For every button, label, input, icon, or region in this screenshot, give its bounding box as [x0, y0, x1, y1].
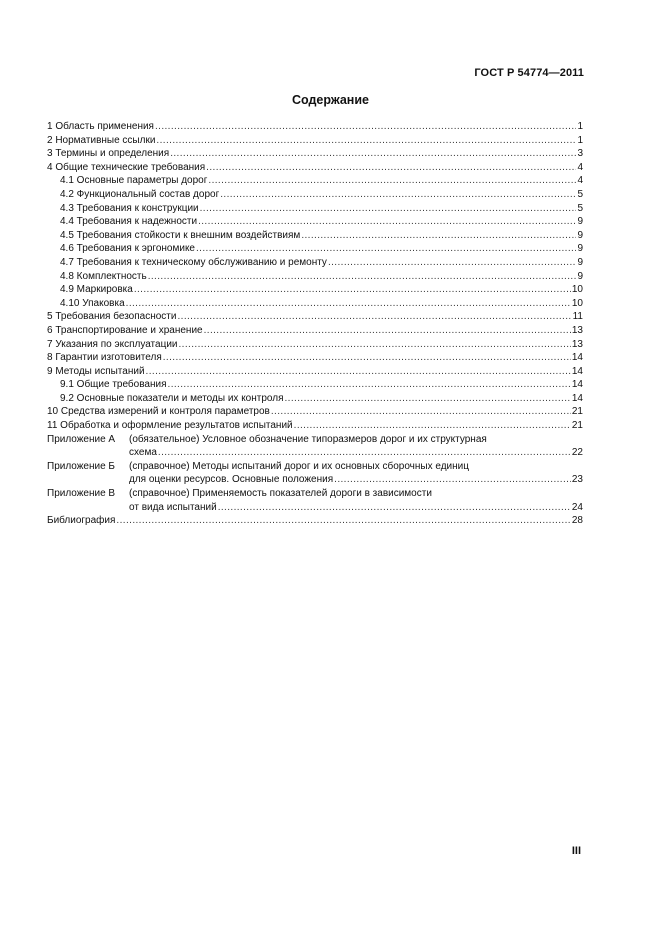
- toc-entry-label: 4.7 Требования к техническому обслуживанию и ремонту: [60, 256, 327, 268]
- leader-dots: [198, 215, 576, 229]
- toc-entry-label: 5 Требования безопасности: [47, 311, 177, 323]
- toc-entry-label: 1 Область применения: [47, 121, 154, 132]
- leader-dots: [220, 188, 576, 202]
- toc-entry-label: 11 Обработка и оформление результатов испытаний: [47, 420, 293, 432]
- toc-entry[interactable]: [47, 270, 583, 284]
- toc-entry[interactable]: [47, 405, 583, 419]
- toc-entry[interactable]: [47, 378, 583, 392]
- toc-entry-page: 10: [571, 284, 583, 296]
- leader-dots: [148, 270, 577, 284]
- leader-dots: [200, 202, 577, 216]
- appendix-line-2: [129, 446, 583, 460]
- toc-entry-page: 9: [577, 243, 583, 255]
- toc-entry-page: 9: [577, 270, 583, 282]
- appendix-line-2-text: схема: [129, 447, 157, 459]
- toc-entry-label: 4.9 Маркировка: [60, 284, 133, 296]
- toc-entry-label: 4.1 Основные параметры дорог: [60, 175, 208, 187]
- toc-entry[interactable]: [47, 188, 583, 202]
- toc-entry-page: 21: [571, 420, 583, 432]
- toc-entry[interactable]: [47, 120, 583, 134]
- appendix-line-1: (обязательное) Условное обозначение типоразмеров дорог и их структурная: [129, 433, 487, 445]
- leader-dots: [334, 473, 571, 487]
- toc-entry-label: 7 Указания по эксплуатации: [47, 338, 178, 350]
- leader-dots: [208, 174, 576, 188]
- bibliography-label: Библиография: [47, 515, 116, 527]
- toc-entry-page: 5: [577, 188, 583, 200]
- appendix-line-2-text: от вида испытаний: [129, 501, 217, 513]
- leader-dots: [177, 310, 571, 324]
- leader-dots: [170, 147, 576, 161]
- appendix-line-2: [129, 501, 583, 515]
- toc-entry-page: 14: [571, 352, 583, 364]
- toc-entry-page: 10: [571, 297, 583, 309]
- toc-entry-label: 6 Транспортирование и хранение: [47, 324, 203, 336]
- leader-dots: [163, 351, 571, 365]
- appendix-line-2-text: для оценки ресурсов. Основные положения: [129, 474, 334, 486]
- toc-entry-label: 4.8 Комплектность: [60, 270, 147, 282]
- toc-entry[interactable]: [47, 351, 583, 365]
- toc-entry[interactable]: [47, 297, 583, 311]
- leader-dots: [156, 134, 576, 148]
- leader-dots: [301, 229, 576, 243]
- appendix-description: [129, 433, 583, 460]
- toc-entry-page: 1: [577, 121, 583, 132]
- toc-entry-page: 11: [572, 311, 583, 323]
- toc-entry-label: 4.5 Требования стойкости к внешним воздействиям: [60, 229, 301, 241]
- toc-entry[interactable]: [47, 202, 583, 216]
- appendix-description: [129, 487, 583, 514]
- leader-dots: [126, 297, 571, 311]
- leader-dots: [146, 365, 571, 379]
- toc-entry[interactable]: [47, 134, 583, 148]
- toc-entry[interactable]: [47, 147, 583, 161]
- leader-dots: [271, 405, 571, 419]
- appendix-name: Приложение Б: [47, 460, 115, 472]
- toc-entry-page: 14: [571, 392, 583, 404]
- toc-title: Содержание: [291, 93, 369, 107]
- leader-dots: [196, 242, 576, 256]
- toc-entry-page: 3: [577, 148, 583, 160]
- toc-entry-page: 4: [577, 175, 583, 187]
- appendix-line-1: (справочное) Методы испытаний дорог и их основных сборочных единиц: [129, 460, 469, 472]
- toc-entry[interactable]: [47, 419, 583, 433]
- toc-entry[interactable]: [47, 256, 583, 270]
- toc-entry-page: 9: [577, 256, 583, 268]
- toc-entry-label: 9.2 Основные показатели и методы их контроля: [60, 392, 284, 404]
- toc-entry[interactable]: [47, 161, 583, 175]
- appendix-page: 22: [571, 447, 583, 459]
- toc-entry-label: 4.3 Требования к конструкции: [60, 202, 199, 214]
- toc-entry-label: 9 Методы испытаний: [47, 365, 145, 377]
- toc-entry-page: 4: [577, 161, 583, 173]
- toc-entry[interactable]: [47, 283, 583, 297]
- toc-entry[interactable]: [47, 324, 583, 338]
- toc-entry[interactable]: [47, 310, 583, 324]
- toc-bibliography-entry[interactable]: [47, 514, 583, 528]
- toc-entry-label: 4.2 Функциональный состав дорог: [60, 188, 220, 200]
- toc-entry[interactable]: [47, 229, 583, 243]
- toc-appendix-entry[interactable]: [47, 460, 583, 487]
- appendix-name: Приложение А: [47, 433, 116, 445]
- leader-dots: [204, 324, 571, 338]
- leader-dots: [179, 338, 571, 352]
- appendix-line-1: (справочное) Применяемость показателей дороги в зависимости: [129, 488, 432, 500]
- toc-entry-page: 5: [577, 202, 583, 214]
- toc-entry-label: 9.1 Общие требования: [60, 379, 167, 391]
- leader-dots: [134, 283, 571, 297]
- toc-entry[interactable]: [47, 215, 583, 229]
- appendix-description: [129, 460, 583, 487]
- toc-entry-page: 9: [577, 216, 583, 228]
- toc-entry-label: 4.4 Требования к надежности: [60, 216, 198, 228]
- leader-dots: [206, 161, 576, 175]
- leader-dots: [168, 378, 571, 392]
- toc-entry-label: 10 Средства измерений и контроля параметров: [47, 406, 270, 418]
- bibliography-page: 28: [571, 515, 583, 527]
- toc-entry[interactable]: [47, 338, 583, 352]
- toc-appendix-entry[interactable]: [47, 487, 583, 514]
- leader-dots: [294, 419, 571, 433]
- leader-dots: [285, 392, 571, 406]
- leader-dots: [116, 514, 570, 528]
- toc-entry[interactable]: [47, 242, 583, 256]
- toc-entry-label: 4.6 Требования к эргономике: [60, 243, 195, 255]
- appendix-page: 24: [571, 501, 583, 513]
- toc-entry-label: 2 Нормативные ссылки: [47, 134, 156, 146]
- page-number: III: [571, 845, 581, 857]
- appendix-name: Приложение В: [47, 488, 116, 500]
- leader-dots: [155, 120, 576, 134]
- toc-entry-page: 14: [571, 365, 583, 377]
- toc-entry-label: 3 Термины и определения: [47, 148, 170, 160]
- toc-appendix-entry[interactable]: [47, 433, 583, 460]
- toc-entry-page: 21: [571, 406, 583, 418]
- toc-entry[interactable]: [47, 392, 583, 406]
- toc-entry-page: 1: [577, 134, 583, 146]
- toc-entry-page: 13: [571, 324, 583, 336]
- toc-entry-label: 4 Общие технические требования: [47, 161, 206, 173]
- appendix-line-2: [129, 473, 583, 487]
- toc-entry-label: 8 Гарантии изготовителя: [47, 352, 162, 364]
- table-of-contents: [47, 120, 583, 528]
- toc-entry-page: 9: [577, 229, 583, 241]
- leader-dots: [328, 256, 577, 270]
- appendix-page: 23: [571, 474, 583, 486]
- toc-entry-page: 14: [571, 379, 583, 391]
- toc-entry[interactable]: [47, 365, 583, 379]
- leader-dots: [218, 501, 571, 515]
- document-code: ГОСТ Р 54774—2011: [474, 67, 584, 79]
- toc-entry-label: 4.10 Упаковка: [60, 297, 125, 309]
- toc-entry[interactable]: [47, 174, 583, 188]
- leader-dots: [158, 446, 571, 460]
- toc-entry-page: 13: [571, 338, 583, 350]
